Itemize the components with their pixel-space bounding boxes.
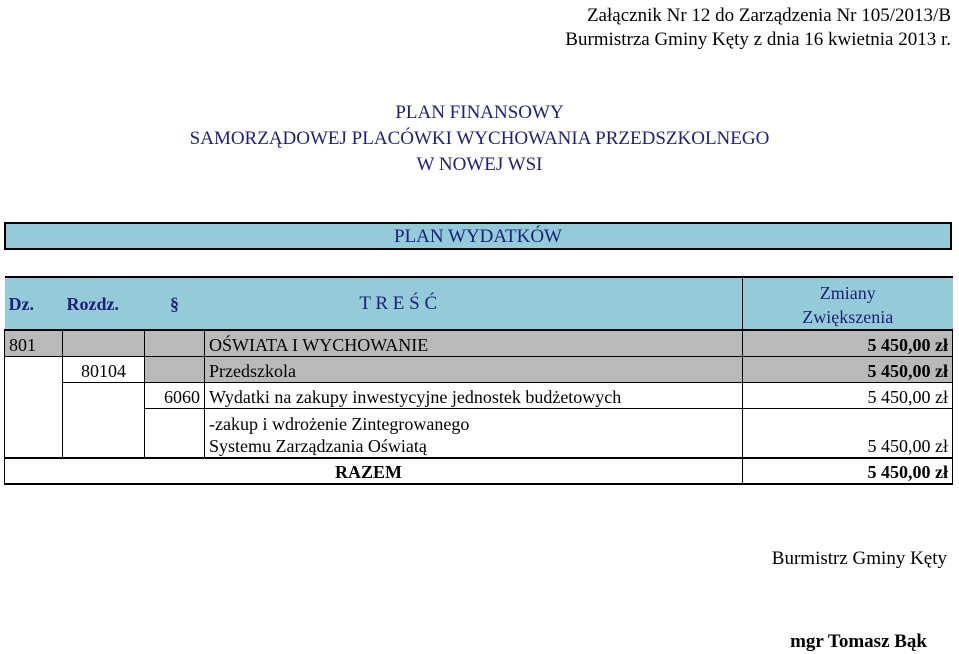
row-tresc: Wydatki na zakupy inwestycyjne jednostek budżetowych [205, 382, 743, 408]
row-rozdz [63, 408, 145, 458]
header-tresc-label: T R E Ś Ć [359, 292, 438, 314]
table-row [5, 408, 953, 458]
header-rozdz: Rozdz. [63, 277, 145, 330]
row-par [145, 408, 205, 458]
row-tresc: OŚWIATA I WYCHOWANIE [205, 330, 743, 356]
header-tresc [205, 277, 743, 330]
total-row [5, 458, 953, 484]
row-amount: 5 450,00 zł [743, 356, 953, 382]
document-title [0, 100, 959, 178]
title-line-3: W NOWEJ WSI [416, 154, 543, 175]
signature-name: mgr Tomasz Bąk [790, 631, 927, 652]
paragraph-icon: § [145, 277, 205, 330]
row-rozdz: 80104 [63, 356, 145, 382]
header-dz: Dz. [5, 277, 63, 330]
row-dz [5, 382, 63, 408]
row-par [145, 356, 205, 382]
title-line-2: SAMORZĄDOWEJ PLACÓWKI WYCHOWANIA PRZEDSZKOLNEGO [189, 128, 770, 149]
row-amount: 5 450,00 zł [743, 330, 953, 356]
title-line-1: PLAN FINANSOWY [395, 102, 564, 123]
signature-title: Burmistrz Gminy Kęty [771, 548, 947, 569]
table-row [5, 382, 953, 408]
row-tresc: -zakup i wdrożenie Zintegrowanego Systemu Zarządzania Oświatą [205, 408, 743, 458]
row-dz [5, 356, 63, 382]
header-zwiekszenia-label: Zwiększenia [802, 307, 894, 327]
expense-table [4, 276, 953, 485]
row-dz [5, 408, 63, 458]
row-amount: 5 450,00 zł [743, 382, 953, 408]
row-tresc: Przedszkola [205, 356, 743, 382]
total-amount: 5 450,00 zł [743, 458, 953, 484]
table-row [5, 356, 953, 382]
attachment-line-2: Burmistrza Gminy Kęty z dnia 16 kwietnia 2013 r. [565, 29, 951, 50]
table-row [5, 330, 953, 356]
total-label: RAZEM [5, 458, 743, 484]
attachment-header [565, 4, 951, 52]
row-rozdz [63, 330, 145, 356]
row-par [145, 330, 205, 356]
table-header-row [5, 277, 953, 330]
row-dz: 801 [5, 330, 63, 356]
header-zmiany-label: Zmiany [819, 283, 876, 303]
plan-wydatkow-bar: PLAN WYDATKÓW [4, 222, 952, 250]
row-amount: 5 450,00 zł [743, 408, 953, 458]
attachment-line-1: Załącznik Nr 12 do Zarządzenia Nr 105/2013/B [586, 5, 951, 26]
row-par: 6060 [145, 382, 205, 408]
row-rozdz [63, 382, 145, 408]
header-zmiany [743, 277, 953, 330]
